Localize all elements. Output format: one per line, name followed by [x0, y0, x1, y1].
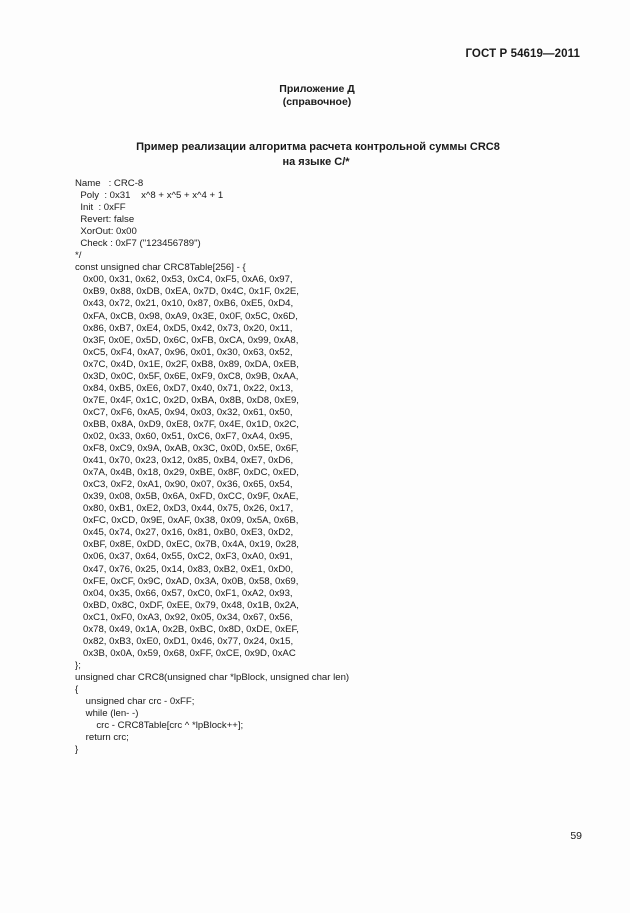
code-line: return crc;	[75, 732, 129, 744]
code-line: 0x82, 0xB3, 0xE0, 0xD1, 0x46, 0x77, 0x24, 0x15,	[75, 635, 294, 647]
code-line: unsigned char crc - 0xFF;	[75, 696, 195, 708]
code-line: 0x45, 0x74, 0x27, 0x16, 0x81, 0xB0, 0xE3, 0xD2,	[75, 527, 294, 539]
page-number: 59	[570, 830, 582, 842]
code-line: 0x7C, 0x4D, 0x1E, 0x2F, 0xB8, 0x89, 0xDA, 0xEB,	[75, 358, 299, 370]
code-line: 0x39, 0x08, 0x5B, 0x6A, 0xFD, 0xCC, 0x9F, 0xAE,	[75, 491, 299, 503]
code-line: Check : 0xF7 ("123456789")	[75, 238, 201, 250]
code-listing	[75, 178, 575, 756]
code-line: */	[75, 250, 82, 262]
code-line: 0xC5, 0xF4, 0xA7, 0x96, 0x01, 0x30, 0x63, 0x52,	[75, 346, 293, 358]
code-line: const unsigned char CRC8Table[256] - {	[75, 262, 246, 274]
code-line: Poly : 0x31 x^8 + x^5 + x^4 + 1	[75, 190, 224, 202]
code-line: };	[75, 659, 81, 671]
code-line: {	[75, 683, 79, 695]
appendix-label	[0, 83, 630, 109]
code-line: 0x41, 0x70, 0x23, 0x12, 0x85, 0xB4, 0xE7, 0xD6,	[75, 455, 294, 467]
standard-designation: ГОСТ Р 54619—2011	[465, 48, 580, 60]
section-heading-line-1: Пример реализации алгоритма расчета контрольной суммы CRC8	[136, 141, 500, 153]
code-line: 0xC3, 0xF2, 0xA1, 0x90, 0x07, 0x36, 0x65, 0x54,	[75, 479, 293, 491]
code-line: 0x84, 0xB5, 0xE6, 0xD7, 0x40, 0x71, 0x22, 0x13,	[75, 382, 294, 394]
code-line: 0x7E, 0x4F, 0x1C, 0x2D, 0xBA, 0x8B, 0xD8, 0xE9,	[75, 394, 299, 406]
code-line: 0x47, 0x76, 0x25, 0x14, 0x83, 0xB2, 0xE1, 0xD0,	[75, 563, 294, 575]
code-line: while (len- -)	[75, 708, 139, 720]
code-line: 0xB9, 0x88, 0xDB, 0xEA, 0x7D, 0x4C, 0x1F, 0x2E,	[75, 286, 299, 298]
code-line: 0xBB, 0x8A, 0xD9, 0xE8, 0x7F, 0x4E, 0x1D, 0x2C,	[75, 418, 299, 430]
code-line: 0xFC, 0xCD, 0x9E, 0xAF, 0x38, 0x09, 0x5A, 0x6B,	[75, 515, 299, 527]
code-line: Name : CRC-8	[75, 178, 144, 189]
code-line: 0x06, 0x37, 0x64, 0x55, 0xC2, 0xF3, 0xA0, 0x91,	[75, 551, 293, 563]
code-line: }	[75, 744, 79, 756]
code-line: 0x3F, 0x0E, 0x5D, 0x6C, 0xFB, 0xCA, 0x99, 0xA8,	[75, 334, 299, 346]
code-line: 0x3B, 0x0A, 0x59, 0x68, 0xFF, 0xCE, 0x9D, 0xAC	[75, 647, 296, 659]
section-heading-line-2: на языке С/*	[282, 156, 350, 168]
code-line: 0xF8, 0xC9, 0x9A, 0xAB, 0x3C, 0x0D, 0x5E, 0x6F,	[75, 443, 299, 455]
section-heading	[0, 140, 630, 170]
code-line: 0x43, 0x72, 0x21, 0x10, 0x87, 0xB6, 0xE5, 0xD4,	[75, 298, 294, 310]
code-line: 0x02, 0x33, 0x60, 0x51, 0xC6, 0xF7, 0xA4, 0x95,	[75, 430, 293, 442]
code-line: Revert: false	[75, 214, 135, 226]
code-line: 0x7A, 0x4B, 0x18, 0x29, 0xBE, 0x8F, 0xDC, 0xED,	[75, 467, 299, 479]
code-line: Init : 0xFF	[75, 202, 126, 214]
code-line: 0x04, 0x35, 0x66, 0x57, 0xC0, 0xF1, 0xA2, 0x93,	[75, 587, 293, 599]
code-line: 0xC7, 0xF6, 0xA5, 0x94, 0x03, 0x32, 0x61, 0x50,	[75, 406, 293, 418]
code-line: 0xBD, 0x8C, 0xDF, 0xEE, 0x79, 0x48, 0x1B, 0x2A,	[75, 599, 299, 611]
code-line: 0x80, 0xB1, 0xE2, 0xD3, 0x44, 0x75, 0x26, 0x17,	[75, 503, 294, 515]
code-line: unsigned char CRC8(unsigned char *lpBlock, unsigned char len)	[75, 671, 350, 683]
code-line: crc - CRC8Table[crc ^ *lpBlock++];	[75, 720, 244, 732]
code-line: XorOut: 0x00	[75, 226, 137, 238]
code-line: 0x86, 0xB7, 0xE4, 0xD5, 0x42, 0x73, 0x20, 0x11,	[75, 322, 293, 334]
code-line: 0xC1, 0xF0, 0xA3, 0x92, 0x05, 0x34, 0x67, 0x56,	[75, 611, 293, 623]
code-line: 0x00, 0x31, 0x62, 0x53, 0xC4, 0xF5, 0xA6, 0x97,	[75, 274, 293, 286]
code-line: 0xBF, 0x8E, 0xDD, 0xEC, 0x7B, 0x4A, 0x19, 0x28,	[75, 539, 299, 551]
code-line: 0x3D, 0x0C, 0x5F, 0x6E, 0xF9, 0xC8, 0x9B, 0xAA,	[75, 370, 299, 382]
code-line: 0xFA, 0xCB, 0x98, 0xA9, 0x3E, 0x0F, 0x5C, 0x6D,	[75, 310, 298, 322]
code-line: 0x78, 0x49, 0x1A, 0x2B, 0xBC, 0x8D, 0xDE, 0xEF,	[75, 623, 299, 635]
code-line: 0xFE, 0xCF, 0x9C, 0xAD, 0x3A, 0x0B, 0x58, 0x69,	[75, 575, 299, 587]
appendix-subtitle: (справочное)	[282, 96, 352, 108]
appendix-title: Приложение Д	[279, 83, 355, 95]
